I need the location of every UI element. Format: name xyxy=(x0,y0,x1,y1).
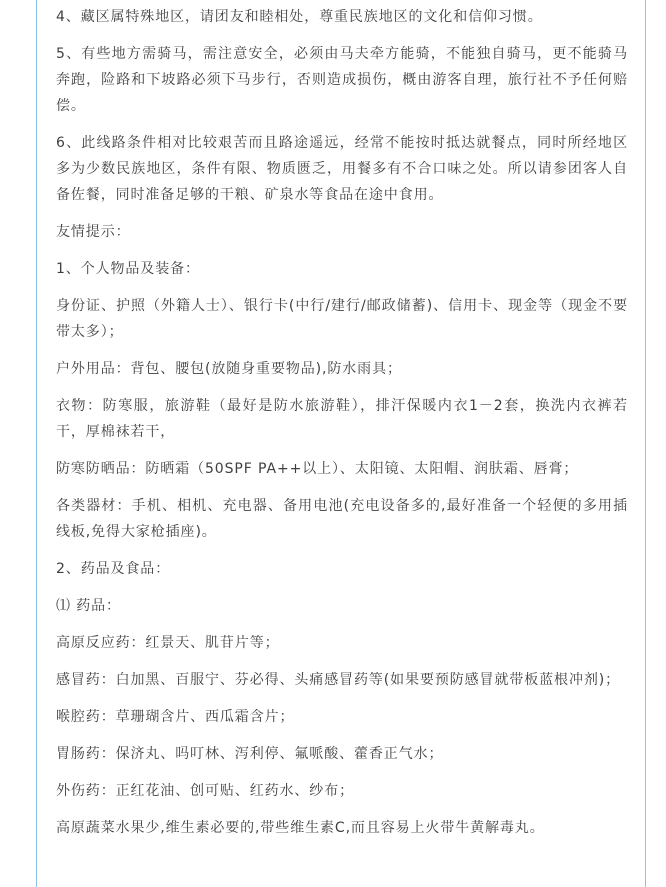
throat-medicine-line: 喉腔药：草珊瑚含片、西瓜霜含片； xyxy=(56,709,295,725)
clothing-line: 衣物：防寒服，旅游鞋（最好是防水旅游鞋），排汗保暖内衣1－2套，换洗内衣裤若干，厚棉袜若干， xyxy=(56,398,628,440)
altitude-medicine-line: 高原反应药：红景天、肌苷片等； xyxy=(56,635,280,651)
stomach-medicine-line: 胃肠药：保济丸、吗叮林、泻利停、氟哌酸、藿香正气水； xyxy=(56,746,444,762)
sun-protection-line: 防寒防晒品：防晒霜（50SPF PA++以上）、太阳镜、太阳帽、润肤霜、唇膏； xyxy=(56,461,579,477)
section-personal-items: 1、个人物品及装备： xyxy=(56,261,200,277)
wound-medicine-line: 外伤药：正红花油、创可贴、红药水、纱布； xyxy=(56,783,354,799)
tips-heading: 友情提示： xyxy=(56,224,131,240)
notice-item-5: 5、有些地方需骑马，需注意安全，必须由马夫牵方能骑，不能独自骑马，更不能骑马奔跑，险路和下坡路必须下马步行，否则造成损伤，概由游客自理，旅行社不予任何赔偿。 xyxy=(56,46,628,114)
cold-medicine-line: 感冒药：白加黑、百服宁、芬必得、头痛感冒药等(如果要预防感冒就带板蓝根冲剂)； xyxy=(56,672,621,688)
notice-item-4: 4、藏区属特殊地区，请团友和睦相处，尊重民族地区的文化和信仰习惯。 xyxy=(56,9,543,25)
documents-line: 身份证、护照（外籍人士）、银行卡(中行/建行/邮政储蓄)、信用卡、现金等（现金不要带太多）； xyxy=(56,298,628,340)
outdoor-gear-line: 户外用品：背包、腰包(放随身重要物品),防水雨具； xyxy=(56,361,402,377)
vitamin-line: 高原蔬菜水果少,维生素必要的,带些维生素C,而且容易上火带牛黄解毒丸。 xyxy=(56,820,545,836)
section-medicine-food: 2、药品及食品： xyxy=(56,561,171,577)
notice-item-6: 6、此线路条件相对比较艰苦而且路途遥远，经常不能按时抵达就餐点，同时所经地区多为少数民族地区，条件有限、物质匮乏，用餐多有不合口味之处。所以请参团客人自备佐餐，同时准备足够的干粮、矿泉水等食品在途中食用。 xyxy=(56,135,628,203)
article-body xyxy=(56,4,628,852)
medicine-heading: ⑴ 药品： xyxy=(56,598,121,614)
equipment-line: 各类器材：手机、相机、充电器、备用电池(充电设备多的,最好准备一个轻便的多用插线板,免得大家枪插座)。 xyxy=(56,498,628,540)
